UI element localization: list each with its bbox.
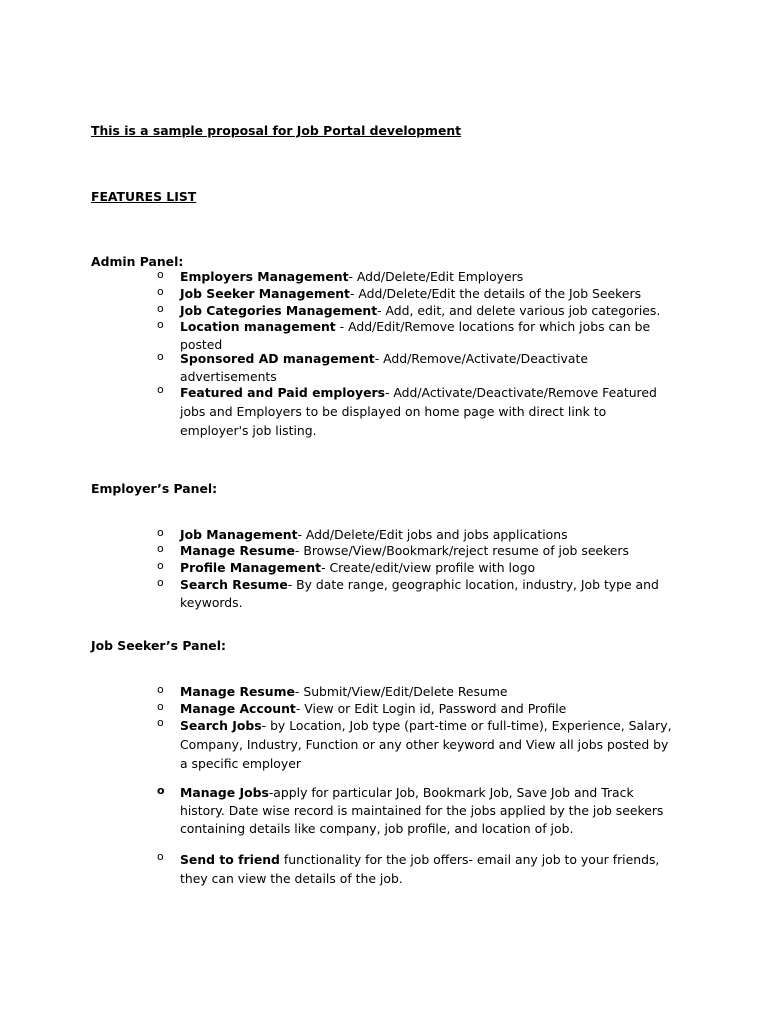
item-text: - Add/Activate/Deactivate/Remove Featured jobs and Employers to be displayed on home page with direct link to employer's job listing. [180, 385, 657, 438]
item-label: Job Management [180, 527, 298, 542]
item-text: - Add, edit, and delete various job categories. [377, 303, 661, 318]
item-text: -apply for particular Job, Bookmark Job, Save Job and Track history. Date wise record is maintained for the jobs applied by the job seekers containing details like company, job profile, and location of job. [180, 785, 664, 836]
item-label: Profile Management [180, 560, 322, 575]
item-label: Job Categories Management [180, 303, 378, 318]
item-text: - Add/Remove/Activate/Deactivate advertisements [180, 351, 588, 384]
item-label: Search Jobs [180, 718, 262, 733]
item-text: - Add/Edit/Remove locations for which jobs can be posted [180, 319, 651, 352]
item-text: - Create/edit/view profile with logo [321, 560, 536, 575]
bullet-icon: o [157, 350, 164, 363]
item-label: Job Seeker Management [180, 286, 350, 301]
item-label: Manage Resume [180, 543, 295, 558]
bullet-icon: o [157, 383, 164, 396]
admin-panel-heading: Admin Panel: [91, 254, 184, 269]
bullet-icon: o [157, 700, 164, 713]
item-label: Manage Jobs [180, 785, 269, 800]
item-label: Employers Management [180, 269, 349, 284]
item-text: functionality for the job offers- email any job to your friends, they can view the details of the job. [180, 852, 660, 886]
bullet-icon: o [157, 559, 164, 572]
item-text: - By date range, geographic location, industry, Job type and keywords. [180, 577, 659, 610]
item-label: Search Resume [180, 577, 288, 592]
bullet-icon: o [157, 268, 164, 281]
item-text: - Add/Delete/Edit Employers [348, 269, 524, 284]
bullet-icon: o [157, 576, 164, 589]
features-heading: FEATURES LIST [91, 189, 197, 204]
item-text: - Submit/View/Edit/Delete Resume [294, 684, 508, 699]
job-seeker-panel-heading: Job Seeker’s Panel: [91, 638, 226, 653]
item-label: Location management [180, 319, 336, 334]
bullet-icon: o [157, 850, 164, 863]
item-text: - Browse/View/Bookmark/reject resume of job seekers [294, 543, 629, 558]
item-text: - by Location, Job type (part-time or full-time), Experience, Salary, Company, Industry, Function or any other keyword and View all jobs posted by a specific employer [180, 718, 672, 771]
item-label: Featured and Paid employers [180, 385, 385, 400]
bullet-icon: o [157, 683, 164, 696]
bullet-icon: o [157, 716, 164, 729]
bullet-icon: o [157, 285, 164, 298]
item-label: Manage Resume [180, 684, 295, 699]
item-label: Manage Account [180, 701, 296, 716]
bullet-icon: o [157, 302, 164, 315]
bullet-icon: o [157, 526, 164, 539]
employer-panel-heading: Employer’s Panel: [91, 481, 218, 496]
item-label: Send to friend [180, 852, 280, 867]
document-title: This is a sample proposal for Job Portal development [91, 123, 462, 138]
item-text: - Add/Delete/Edit the details of the Job Seekers [349, 286, 642, 301]
item-label: Sponsored AD management [180, 351, 375, 366]
bullet-icon: o [157, 318, 164, 331]
item-text: - View or Edit Login id, Password and Profile [295, 701, 567, 716]
item-text: - Add/Delete/Edit jobs and jobs applications [297, 527, 568, 542]
bullet-icon: o [157, 784, 165, 797]
bullet-icon: o [157, 542, 164, 555]
